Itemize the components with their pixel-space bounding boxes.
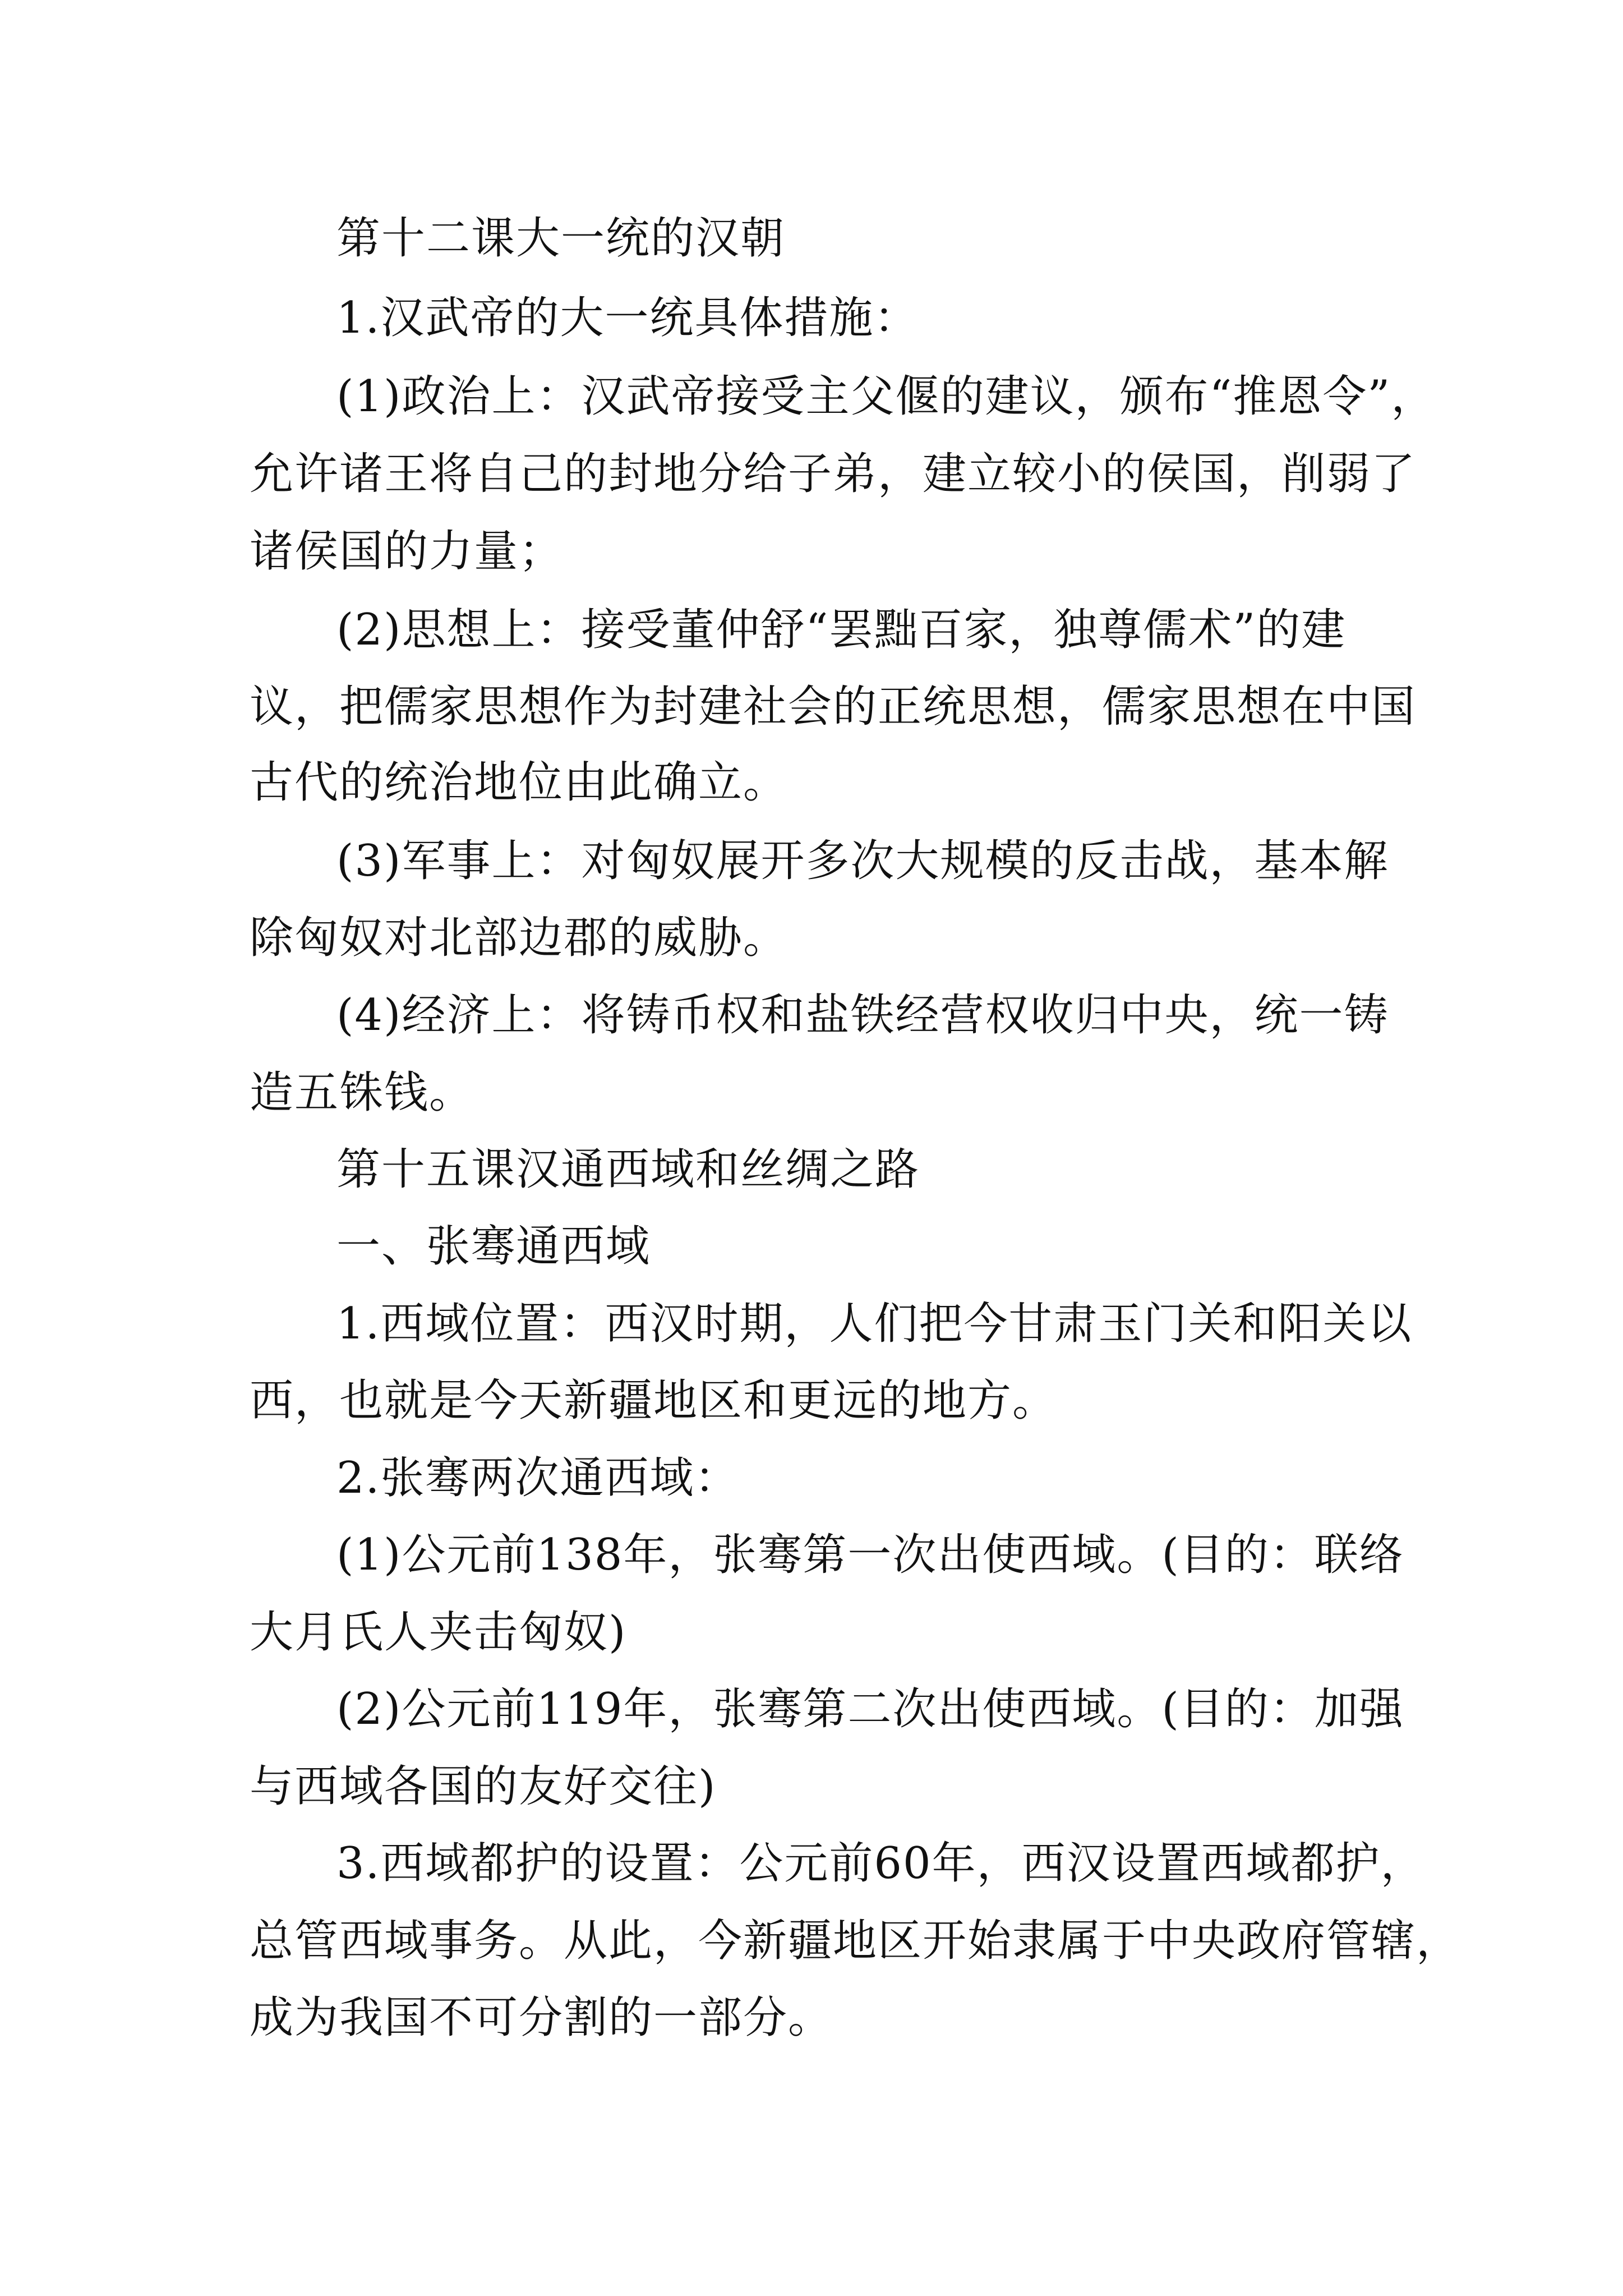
paragraph-line: 西，也就是今天新疆地区和更远的地方。	[250, 1375, 1058, 1426]
measures-heading: 1.汉武帝的大一统具体措施：	[336, 293, 919, 343]
paragraph-line: (1)政治上：汉武帝接受主父偃的建议，颁布“推恩令”，	[336, 371, 1436, 422]
paragraph-line: 允许诸王将自己的封地分给子弟，建立较小的侯国，削弱了	[250, 449, 1417, 499]
paragraph-line: 古代的统治地位由此确立。	[250, 757, 789, 808]
paragraph-line: (2)思想上：接受董仲舒“罢黜百家，独尊儒术”的建	[336, 605, 1347, 655]
paragraph-line: 2.张骞两次通西域：	[336, 1453, 740, 1503]
paragraph-line: (2)公元前119年，张骞第二次出使西域。(目的：加强	[336, 1684, 1404, 1734]
section-heading: 一、张骞通西域	[336, 1221, 651, 1272]
paragraph-line: 成为我国不可分割的一部分。	[250, 1993, 833, 2043]
lesson-12-title: 第十二课大一统的汉朝	[336, 213, 786, 264]
paragraph-line: (1)公元前138年，张骞第一次出使西域。(目的：联络	[336, 1530, 1404, 1580]
paragraph-line: 诸侯国的力量；	[250, 526, 564, 577]
paragraph-line: (4)经济上：将铸币权和盐铁经营权收归中央，统一铸	[336, 990, 1389, 1041]
paragraph-line: 造五铢钱。	[250, 1068, 474, 1118]
paragraph-line: 大月氏人夹击匈奴)	[250, 1607, 627, 1658]
paragraph-line: 与西域各国的友好交往)	[250, 1761, 717, 1812]
paragraph-line: 3.西域都护的设置：公元前60年，西汉设置西域都护，	[336, 1838, 1426, 1889]
lesson-15-title: 第十五课汉通西域和丝绸之路	[336, 1144, 920, 1195]
paragraph-line: 议，把儒家思想作为封建社会的正统思想，儒家思想在中国	[250, 682, 1417, 732]
paragraph-line: 1.西域位置：西汉时期，人们把今甘肃玉门关和阳关以	[336, 1299, 1413, 1349]
paragraph-line: 除匈奴对北部边郡的威胁。	[250, 913, 789, 963]
paragraph-line: (3)军事上：对匈奴展开多次大规模的反击战，基本解	[336, 836, 1389, 886]
paragraph-line: 总管西域事务。从此，今新疆地区开始隶属于中央政府管辖，	[250, 1916, 1461, 1966]
